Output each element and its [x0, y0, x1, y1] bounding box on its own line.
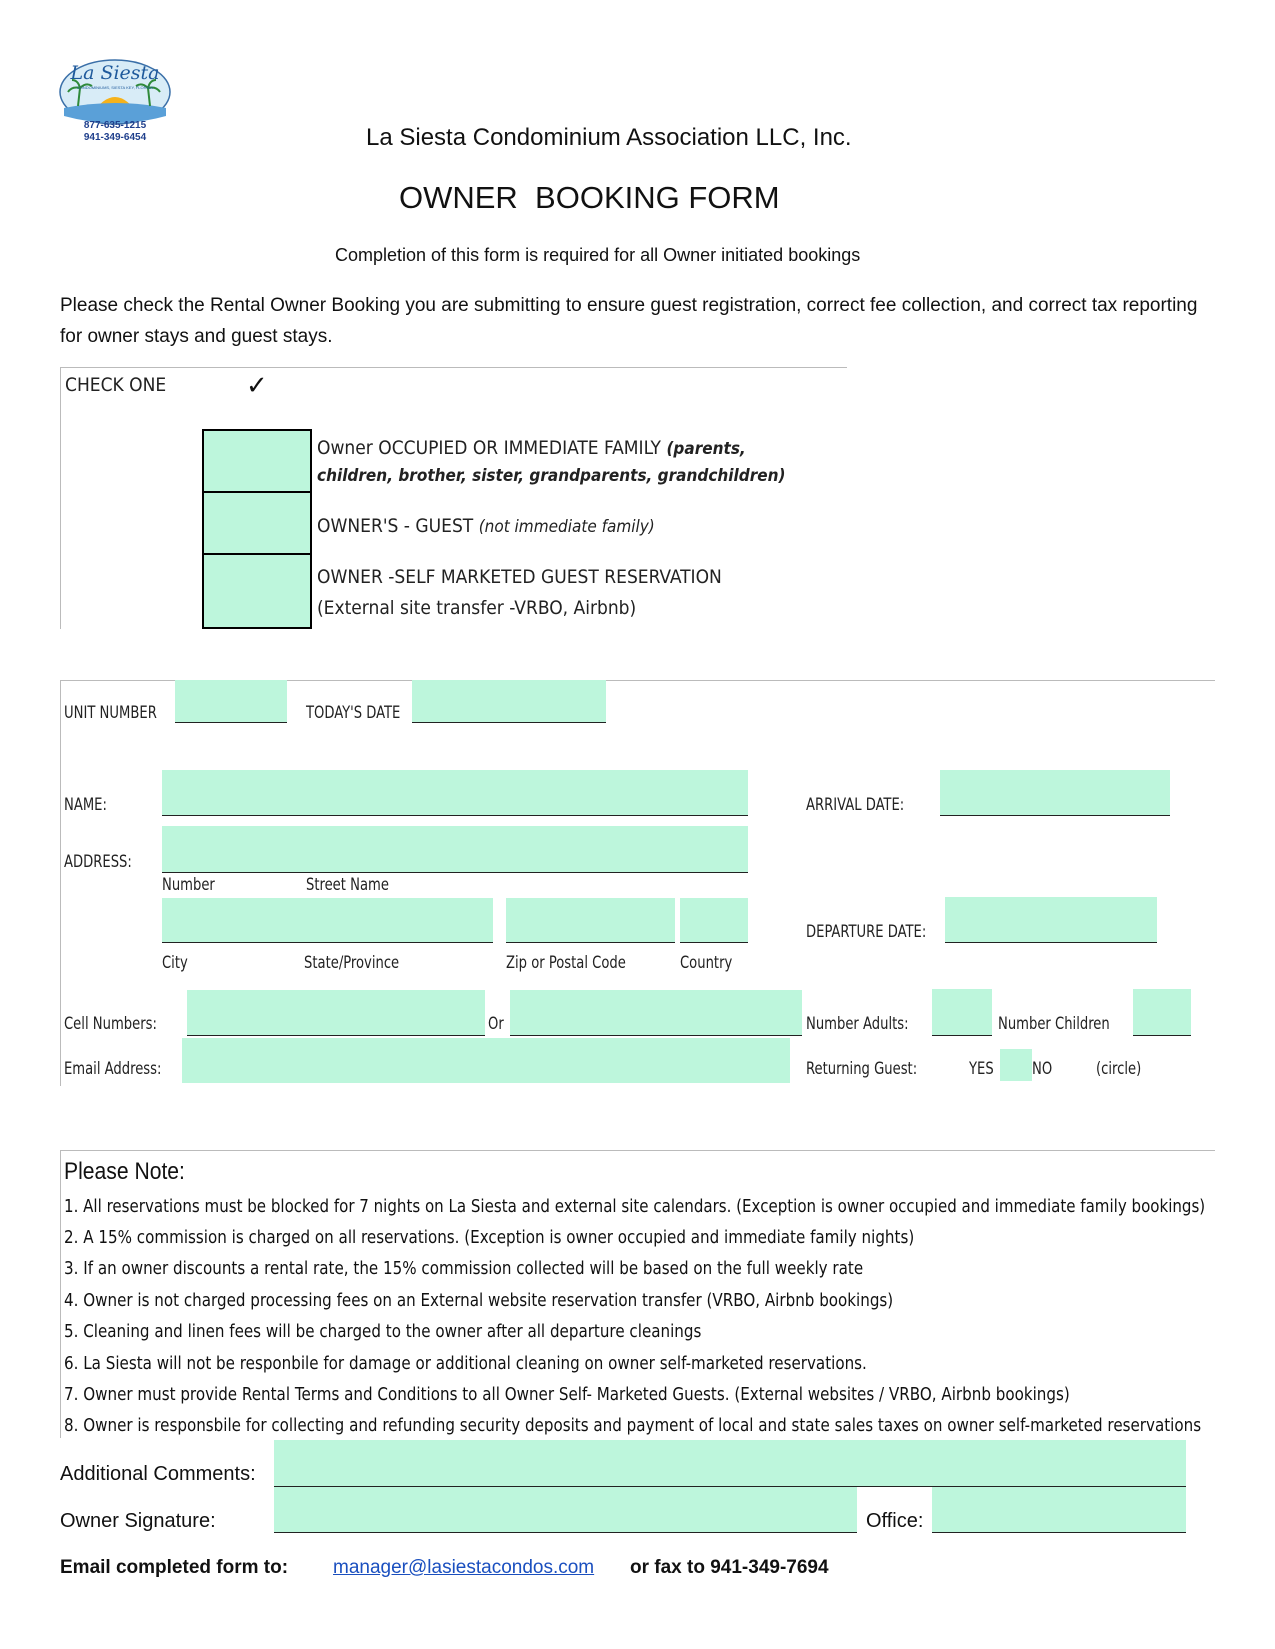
owner-signature-input[interactable] [274, 1487, 857, 1532]
returning-guest-label: Returning Guest: [806, 1059, 918, 1079]
returning-guest-no[interactable]: NO [1032, 1059, 1053, 1079]
intro-text: Please check the Rental Owner Booking you are submitting to ensure guest registration, correct fee collection, and correct tax reporting for owner stays and guest stays. [60, 295, 1198, 347]
unit-number-label: UNIT NUMBER [64, 703, 157, 723]
email-instruction-label: Email completed form to: [60, 1557, 289, 1578]
address-label: ADDRESS: [64, 852, 132, 872]
fax-instruction: or fax to 941-349-7694 [630, 1557, 829, 1578]
cell-number-1-input[interactable] [187, 990, 485, 1035]
unit-number-input[interactable] [175, 680, 287, 722]
number-adults-underline [932, 1035, 992, 1036]
logo-tagline: CONDOMINIUMS, SIESTA KEY, FLORIDA [76, 85, 154, 90]
option-owner-occupied [317, 437, 746, 459]
city-state-underline [162, 942, 493, 943]
option-owners-guest [317, 515, 655, 537]
country-caption: Country [680, 953, 733, 973]
notes-top-border [60, 1150, 1215, 1151]
city-caption: City [162, 953, 188, 973]
country-input[interactable] [680, 898, 748, 942]
arrival-date-input[interactable] [940, 770, 1170, 815]
zip-caption: Zip or Postal Code [506, 953, 626, 973]
returning-guest-mark[interactable] [1000, 1049, 1032, 1081]
note-item: 5. Cleaning and linen fees will be charged to the owner after all departure cleanings [64, 1321, 702, 1342]
zip-underline [506, 942, 675, 943]
option-owners-guest-note: (not immediate family) [478, 517, 655, 537]
number-adults-input[interactable] [932, 989, 992, 1035]
note-item: 1. All reservations must be blocked for 7 nights on La Siesta and external site calendars. (Exception is owner occupied and immediate family bookings) [64, 1196, 1206, 1217]
check-mark-icon: ✓ [246, 370, 268, 400]
logo [58, 58, 172, 142]
number-children-underline [1133, 1035, 1191, 1036]
arrival-date-label: ARRIVAL DATE: [806, 795, 905, 815]
option-owner-occupied-line2: children, brother, sister, grandparents, grandchildren) [317, 466, 786, 486]
note-item: 6. La Siesta will not be responbile for damage or additional cleaning on owner self-marketed reservations. [64, 1353, 867, 1374]
email-address-input[interactable] [182, 1038, 790, 1083]
cell-number-2-input[interactable] [510, 990, 802, 1035]
option-owner-occupied-note: (parents, [666, 439, 746, 459]
street-address-input[interactable] [162, 826, 748, 872]
note-item: 7. Owner must provide Rental Terms and Conditions to all Owner Self- Marketed Guests. (External websites / VRBO, Airbnb bookings) [64, 1384, 1070, 1405]
form-section-left-border [60, 680, 61, 1086]
option-owners-guest-main: OWNER'S - GUEST [317, 515, 474, 537]
check-section-top-border [60, 367, 847, 368]
notes-left-border [60, 1150, 61, 1438]
name-input[interactable] [162, 770, 748, 815]
arrival-date-underline [940, 815, 1170, 816]
option-self-marketed-line2: (External site transfer -VRBO, Airbnb) [317, 597, 637, 619]
check-section-left-border [60, 367, 61, 629]
office-underline [932, 1532, 1186, 1533]
or-label: Or [488, 1014, 504, 1034]
street-name-caption: Street Name [306, 875, 389, 895]
additional-comments-label: Additional Comments: [60, 1463, 256, 1485]
office-input[interactable] [932, 1487, 1186, 1532]
owner-signature-label: Owner Signature: [60, 1510, 216, 1532]
cell-number-1-underline [187, 1035, 485, 1036]
state-caption: State/Province [304, 953, 400, 973]
city-state-input[interactable] [162, 898, 493, 942]
todays-date-underline [412, 722, 606, 723]
number-children-label: Number Children [998, 1014, 1110, 1034]
name-underline [162, 815, 748, 816]
office-label: Office: [866, 1510, 924, 1532]
owner-signature-underline [274, 1532, 857, 1533]
checkbox-owners-guest[interactable] [202, 491, 312, 555]
checkbox-self-marketed[interactable] [202, 553, 312, 629]
note-item: 8. Owner is responsbile for collecting and refunding security deposits and payment of local and state sales taxes on owner self-marketed reservations [64, 1415, 1202, 1436]
cell-numbers-label: Cell Numbers: [64, 1014, 157, 1034]
option-self-marketed: OWNER -SELF MARKETED GUEST RESERVATION [317, 566, 722, 588]
email-link[interactable]: manager@lasiestacondos.com [333, 1557, 595, 1578]
todays-date-input[interactable] [412, 680, 606, 722]
unit-number-underline [175, 722, 287, 723]
check-one-heading: CHECK ONE [65, 374, 167, 396]
number-children-input[interactable] [1133, 989, 1191, 1035]
logo-phone-1: 877-635-1215 [83, 120, 147, 131]
number-adults-label: Number Adults: [806, 1014, 909, 1034]
cell-number-2-underline [510, 1035, 802, 1036]
country-underline [680, 942, 748, 943]
page-title: OWNER BOOKING FORM [399, 180, 780, 215]
note-item: 4. Owner is not charged processing fees on an External website reservation transfer (VRBO, Airbnb bookings) [64, 1290, 894, 1311]
org-name: La Siesta Condominium Association LLC, Inc. [366, 124, 852, 151]
number-caption: Number [162, 875, 215, 895]
returning-guest-yes[interactable]: YES [969, 1059, 994, 1079]
zip-input[interactable] [506, 898, 675, 942]
note-item: 3. If an owner discounts a rental rate, the 15% commission collected will be based on the full weekly rate [64, 1258, 864, 1279]
checkbox-owner-occupied[interactable] [202, 429, 312, 493]
subtitle: Completion of this form is required for all Owner initiated bookings [335, 245, 861, 265]
departure-date-underline [945, 942, 1157, 943]
email-address-label: Email Address: [64, 1059, 162, 1079]
option-owner-occupied-main: Owner OCCUPIED OR IMMEDIATE FAMILY [317, 437, 661, 459]
logo-name: La Siesta [70, 62, 160, 84]
departure-date-input[interactable] [945, 897, 1157, 942]
todays-date-label: TODAY'S DATE [306, 703, 401, 723]
note-item: 2. A 15% commission is charged on all reservations. (Exception is owner occupied and immediate family nights) [64, 1227, 915, 1248]
notes-heading: Please Note: [64, 1158, 185, 1185]
street-address-underline [162, 872, 748, 873]
name-label: NAME: [64, 795, 107, 815]
logo-phone-2: 941-349-6454 [83, 132, 147, 143]
circle-instruction: (circle) [1096, 1059, 1142, 1079]
additional-comments-input[interactable] [274, 1440, 1186, 1486]
departure-date-label: DEPARTURE DATE: [806, 922, 927, 942]
